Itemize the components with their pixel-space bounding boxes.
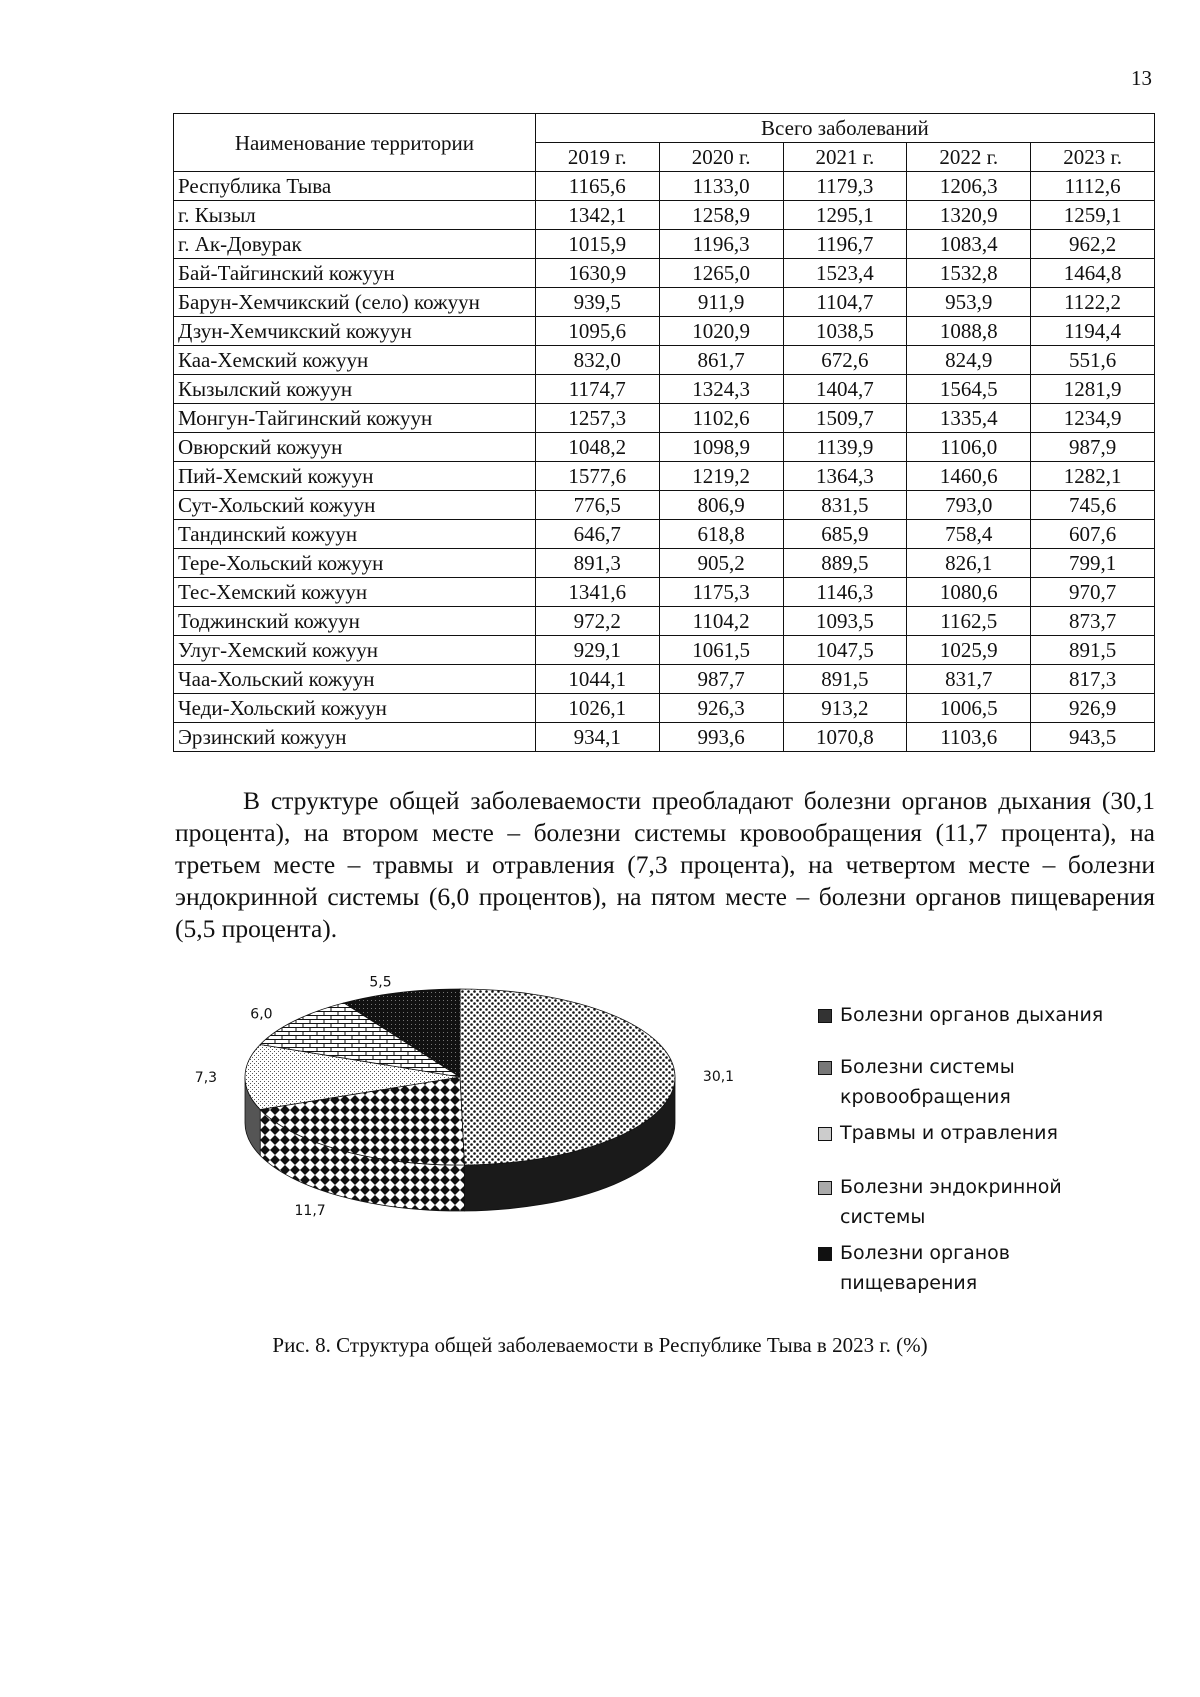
value-cell: 1162,5	[907, 607, 1031, 636]
territory-cell: Тандинский кожуун	[174, 520, 536, 549]
value-cell: 1265,0	[659, 259, 783, 288]
pie-top	[245, 989, 675, 1165]
legend-swatch	[818, 1009, 832, 1023]
legend-label: Болезни системы кровообращения	[840, 1056, 1015, 1108]
value-cell: 685,9	[783, 520, 907, 549]
value-cell: 1341,6	[535, 578, 659, 607]
value-cell: 1577,6	[535, 462, 659, 491]
value-cell: 1364,3	[783, 462, 907, 491]
territory-cell: г. Кызыл	[174, 201, 536, 230]
page-number: 13	[1131, 66, 1152, 90]
figure-caption: Рис. 8. Структура общей заболеваемости в Республике Тыва в 2023 г. (%)	[272, 1333, 928, 1357]
value-cell: 1098,9	[659, 433, 783, 462]
legend-item	[818, 1052, 1138, 1112]
value-cell: 1206,3	[907, 172, 1031, 201]
paragraph-text: В структуре общей заболеваемости преобладают болезни органов дыхания (30,1 процента), на втором месте – болезни системы кровообращения (11,7 процента), на третьем месте – травмы и отравления (7,3 процента), на четвертом месте – болезни эндокринной системы (6,0 процентов), на пятом месте – болезни органов пищеварения (5,5 процента).	[175, 786, 1155, 943]
year-header: 2021 г.	[783, 143, 907, 172]
legend-item	[818, 1172, 1138, 1232]
value-cell: 1047,5	[783, 636, 907, 665]
territory-cell: Барун-Хемчикский (село) кожуун	[174, 288, 536, 317]
table-row	[174, 520, 1155, 549]
value-cell: 1139,9	[783, 433, 907, 462]
table-row	[174, 607, 1155, 636]
value-cell: 1048,2	[535, 433, 659, 462]
value-cell: 1532,8	[907, 259, 1031, 288]
value-cell: 1070,8	[783, 723, 907, 752]
body-paragraph	[175, 785, 1155, 945]
value-cell: 607,6	[1031, 520, 1155, 549]
territory-cell: Республика Тыва	[174, 172, 536, 201]
pie-data-label: 7,3	[194, 1070, 218, 1086]
value-cell: 1460,6	[907, 462, 1031, 491]
value-cell: 793,0	[907, 491, 1031, 520]
table-row	[174, 549, 1155, 578]
legend-swatch	[818, 1061, 832, 1075]
value-cell: 1175,3	[659, 578, 783, 607]
pie-data-label: 30,1	[702, 1068, 735, 1085]
value-cell: 1324,3	[659, 375, 783, 404]
value-cell: 861,7	[659, 346, 783, 375]
value-cell: 1282,1	[1031, 462, 1155, 491]
table-row	[174, 462, 1155, 491]
value-cell: 1025,9	[907, 636, 1031, 665]
value-cell: 1044,1	[535, 665, 659, 694]
value-cell: 873,7	[1031, 607, 1155, 636]
value-cell: 1102,6	[659, 404, 783, 433]
value-cell: 911,9	[659, 288, 783, 317]
legend-swatch	[818, 1127, 832, 1141]
value-cell: 1179,3	[783, 172, 907, 201]
value-cell: 889,5	[783, 549, 907, 578]
territory-cell: Сут-Хольский кожуун	[174, 491, 536, 520]
value-cell: 987,9	[1031, 433, 1155, 462]
table-row	[174, 375, 1155, 404]
value-cell: 1106,0	[907, 433, 1031, 462]
table-row	[174, 694, 1155, 723]
value-cell: 987,7	[659, 665, 783, 694]
territory-cell: Каа-Хемский кожуун	[174, 346, 536, 375]
value-cell: 943,5	[1031, 723, 1155, 752]
table-body	[174, 172, 1155, 752]
table-row	[174, 201, 1155, 230]
year-header: 2020 г.	[659, 143, 783, 172]
territory-cell: Тес-Хемский кожуун	[174, 578, 536, 607]
value-cell: 1006,5	[907, 694, 1031, 723]
table-row	[174, 665, 1155, 694]
pie-data-label: 5,5	[369, 974, 392, 991]
year-header: 2023 г.	[1031, 143, 1155, 172]
value-cell: 953,9	[907, 288, 1031, 317]
value-cell: 891,5	[1031, 636, 1155, 665]
territory-cell: г. Ак-Довурак	[174, 230, 536, 259]
value-cell: 551,6	[1031, 346, 1155, 375]
value-cell: 1146,3	[783, 578, 907, 607]
value-cell: 905,2	[659, 549, 783, 578]
territory-cell: Чеди-Хольский кожуун	[174, 694, 536, 723]
year-header: 2022 г.	[907, 143, 1031, 172]
table-row	[174, 230, 1155, 259]
year-header: 2019 г.	[535, 143, 659, 172]
value-cell: 1083,4	[907, 230, 1031, 259]
legend-label: Травмы и отравления	[840, 1122, 1058, 1144]
value-cell: 1404,7	[783, 375, 907, 404]
table-row	[174, 317, 1155, 346]
table-row	[174, 433, 1155, 462]
legend-label: Болезни эндокринной системы	[840, 1176, 1062, 1228]
table-row	[174, 723, 1155, 752]
value-cell: 831,7	[907, 665, 1031, 694]
morbidity-table	[173, 113, 1155, 752]
legend-label: Болезни органов пищеварения	[840, 1242, 1010, 1294]
territory-cell: Чаа-Хольский кожуун	[174, 665, 536, 694]
value-cell: 806,9	[659, 491, 783, 520]
territory-cell: Тере-Хольский кожуун	[174, 549, 536, 578]
value-cell: 1103,6	[907, 723, 1031, 752]
table-row	[174, 636, 1155, 665]
table-row	[174, 172, 1155, 201]
value-cell: 926,3	[659, 694, 783, 723]
value-cell: 1080,6	[907, 578, 1031, 607]
value-cell: 1104,7	[783, 288, 907, 317]
value-cell: 1194,4	[1031, 317, 1155, 346]
territory-cell: Кызылский кожуун	[174, 375, 536, 404]
value-cell: 1259,1	[1031, 201, 1155, 230]
value-cell: 1320,9	[907, 201, 1031, 230]
territory-cell: Овюрский кожуун	[174, 433, 536, 462]
legend-swatch	[818, 1247, 832, 1261]
value-cell: 799,1	[1031, 549, 1155, 578]
value-cell: 993,6	[659, 723, 783, 752]
value-cell: 1295,1	[783, 201, 907, 230]
value-cell: 1564,5	[907, 375, 1031, 404]
value-cell: 1630,9	[535, 259, 659, 288]
value-cell: 1342,1	[535, 201, 659, 230]
territory-cell: Тоджинский кожуун	[174, 607, 536, 636]
territory-cell: Эрзинский кожуун	[174, 723, 536, 752]
territory-cell: Улуг-Хемский кожуун	[174, 636, 536, 665]
value-cell: 1219,2	[659, 462, 783, 491]
value-cell: 1281,9	[1031, 375, 1155, 404]
value-cell: 926,9	[1031, 694, 1155, 723]
value-cell: 646,7	[535, 520, 659, 549]
value-cell: 1093,5	[783, 607, 907, 636]
table-row	[174, 491, 1155, 520]
value-cell: 1122,2	[1031, 288, 1155, 317]
value-cell: 1038,5	[783, 317, 907, 346]
value-cell: 934,1	[535, 723, 659, 752]
value-cell: 1464,8	[1031, 259, 1155, 288]
value-cell: 745,6	[1031, 491, 1155, 520]
value-cell: 1196,7	[783, 230, 907, 259]
value-cell: 891,5	[783, 665, 907, 694]
value-cell: 1174,7	[535, 375, 659, 404]
legend-label: Болезни органов дыхания	[840, 1004, 1104, 1026]
legend-item	[818, 1000, 1138, 1030]
chart-legend	[818, 1000, 1138, 1304]
value-cell: 1026,1	[535, 694, 659, 723]
value-cell: 618,8	[659, 520, 783, 549]
value-cell: 1523,4	[783, 259, 907, 288]
value-cell: 1165,6	[535, 172, 659, 201]
value-cell: 913,2	[783, 694, 907, 723]
legend-item	[818, 1238, 1138, 1298]
table-row	[174, 259, 1155, 288]
value-cell: 891,3	[535, 549, 659, 578]
value-cell: 1020,9	[659, 317, 783, 346]
value-cell: 962,2	[1031, 230, 1155, 259]
value-cell: 817,3	[1031, 665, 1155, 694]
value-cell: 1196,3	[659, 230, 783, 259]
value-cell: 826,1	[907, 549, 1031, 578]
value-cell: 1509,7	[783, 404, 907, 433]
value-cell: 1133,0	[659, 172, 783, 201]
value-cell: 758,4	[907, 520, 1031, 549]
value-cell: 1258,9	[659, 201, 783, 230]
value-cell: 972,2	[535, 607, 659, 636]
value-cell: 939,5	[535, 288, 659, 317]
total-diseases-header: Всего заболеваний	[535, 114, 1154, 143]
value-cell: 672,6	[783, 346, 907, 375]
pie-chart	[194, 974, 790, 1220]
value-cell: 1088,8	[907, 317, 1031, 346]
value-cell: 831,5	[783, 491, 907, 520]
value-cell: 1257,3	[535, 404, 659, 433]
territory-cell: Дзун-Хемчикский кожуун	[174, 317, 536, 346]
territory-cell: Бай-Тайгинский кожуун	[174, 259, 536, 288]
value-cell: 1061,5	[659, 636, 783, 665]
value-cell: 929,1	[535, 636, 659, 665]
value-cell: 1015,9	[535, 230, 659, 259]
table-row	[174, 346, 1155, 375]
table-row	[174, 404, 1155, 433]
value-cell: 1112,6	[1031, 172, 1155, 201]
table-row	[174, 288, 1155, 317]
value-cell: 1335,4	[907, 404, 1031, 433]
table-row	[174, 578, 1155, 607]
pie-data-label: 6,0	[250, 1006, 273, 1023]
value-cell: 824,9	[907, 346, 1031, 375]
territory-header: Наименование территории	[174, 114, 536, 172]
value-cell: 776,5	[535, 491, 659, 520]
value-cell: 832,0	[535, 346, 659, 375]
territory-cell: Пий-Хемский кожуун	[174, 462, 536, 491]
legend-item	[818, 1118, 1138, 1148]
value-cell: 970,7	[1031, 578, 1155, 607]
value-cell: 1234,9	[1031, 404, 1155, 433]
territory-cell: Монгун-Тайгинский кожуун	[174, 404, 536, 433]
value-cell: 1095,6	[535, 317, 659, 346]
legend-swatch	[818, 1181, 832, 1195]
pie-data-label: 11,7	[294, 1202, 326, 1219]
value-cell: 1104,2	[659, 607, 783, 636]
